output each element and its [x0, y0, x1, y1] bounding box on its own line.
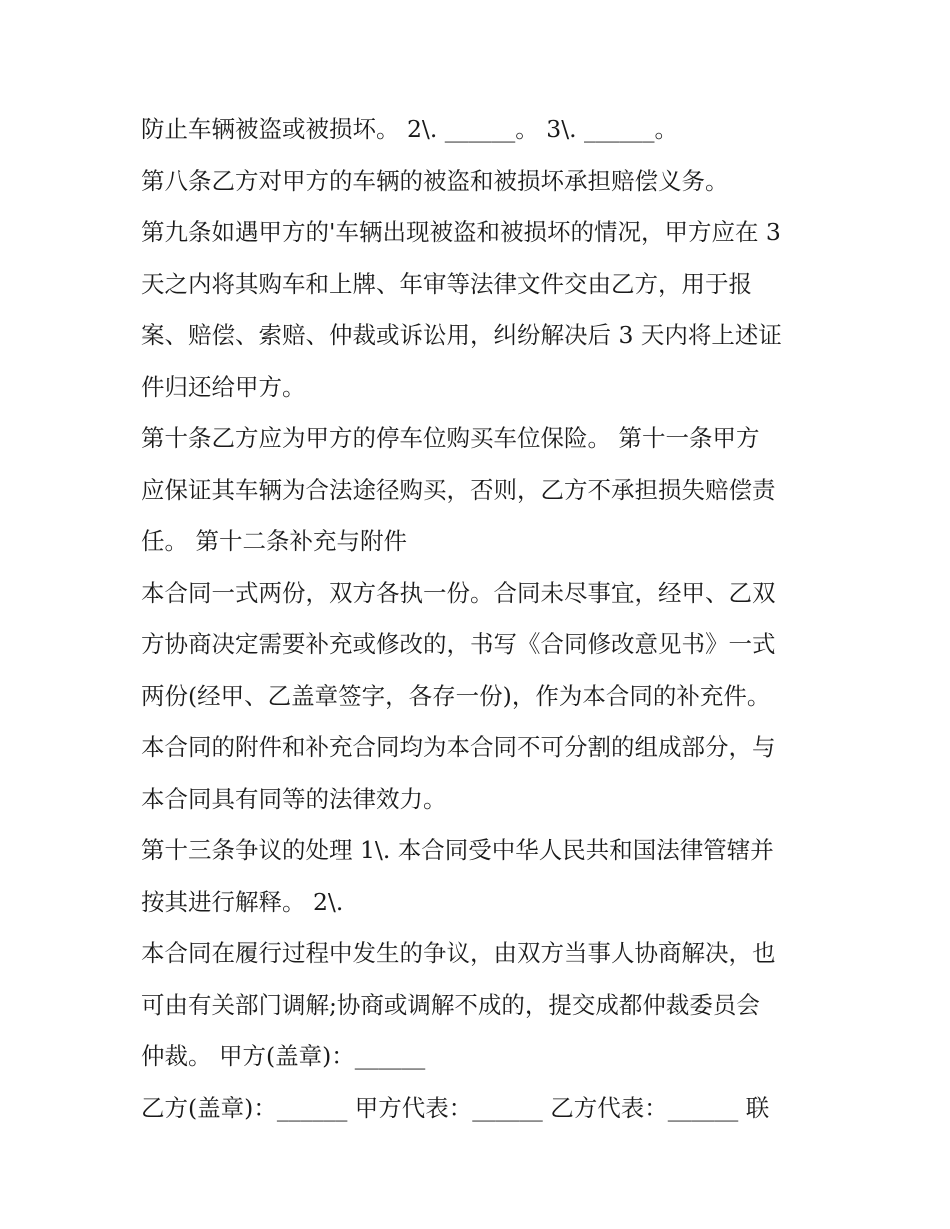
text-line-9: 任。 第十二条补充与附件 — [141, 527, 407, 555]
text-line-1: 防止车辆被盗或被损坏。 2\. ______。 3\. ______。 — [141, 115, 679, 143]
text-line-11: 方协商决定需要补充或修改的，书写《合同修改意见书》一式 — [141, 630, 776, 658]
text-line-13: 本合同的附件和补充合同均为本合同不可分割的组成部分，与 — [141, 733, 776, 761]
text-line-7: 第十条乙方应为甲方的停车位购买车位保险。 第十一条甲方 — [141, 424, 760, 452]
text-line-15: 第十三条争议的处理 1\. 本合同受中华人民共和国法律管辖并 — [141, 836, 774, 864]
text-line-8: 应保证其车辆为合法途径购买，否则，乙方不承担损失赔偿责 — [141, 475, 776, 504]
text-line-14: 本合同具有同等的法律效力。 — [141, 784, 447, 813]
text-line-3: 第九条如遇甲方的'车辆出现被盗和被损坏的情况，甲方应在 3 — [141, 218, 781, 246]
text-line-2: 第八条乙方对甲方的车辆的被盗和被损坏承担赔偿义务。 — [141, 166, 729, 195]
text-line-5: 案、赔偿、索赔、仲裁或诉讼用，纠纷解决后 3 天内将上述证 — [141, 321, 782, 349]
text-line-12: 两份(经甲、乙盖章签字，各存一份)，作为本合同的补充件。 — [141, 681, 771, 710]
text-line-17: 本合同在履行过程中发生的争议，由双方当事人协商解决，也 — [141, 939, 776, 967]
text-line-10: 本合同一式两份，双方各执一份。合同未尽事宜，经甲、乙双 — [141, 578, 776, 607]
text-line-4: 天之内将其购车和上牌、年审等法律文件交由乙方，用于报 — [141, 269, 752, 298]
text-line-18: 可由有关部门调解;协商或调解不成的，提交成都仲裁委员会 — [141, 990, 760, 1019]
text-line-16: 按其进行解释。 2\. — [141, 887, 344, 916]
text-line-6: 件归还给甲方。 — [141, 372, 306, 401]
text-line-20: 乙方(盖章)：______ 甲方代表：______ 乙方代表：______ 联 — [141, 1093, 770, 1122]
document-body — [141, 104, 821, 1134]
text-line-19: 仲裁。 甲方(盖章)：______ — [141, 1042, 426, 1070]
